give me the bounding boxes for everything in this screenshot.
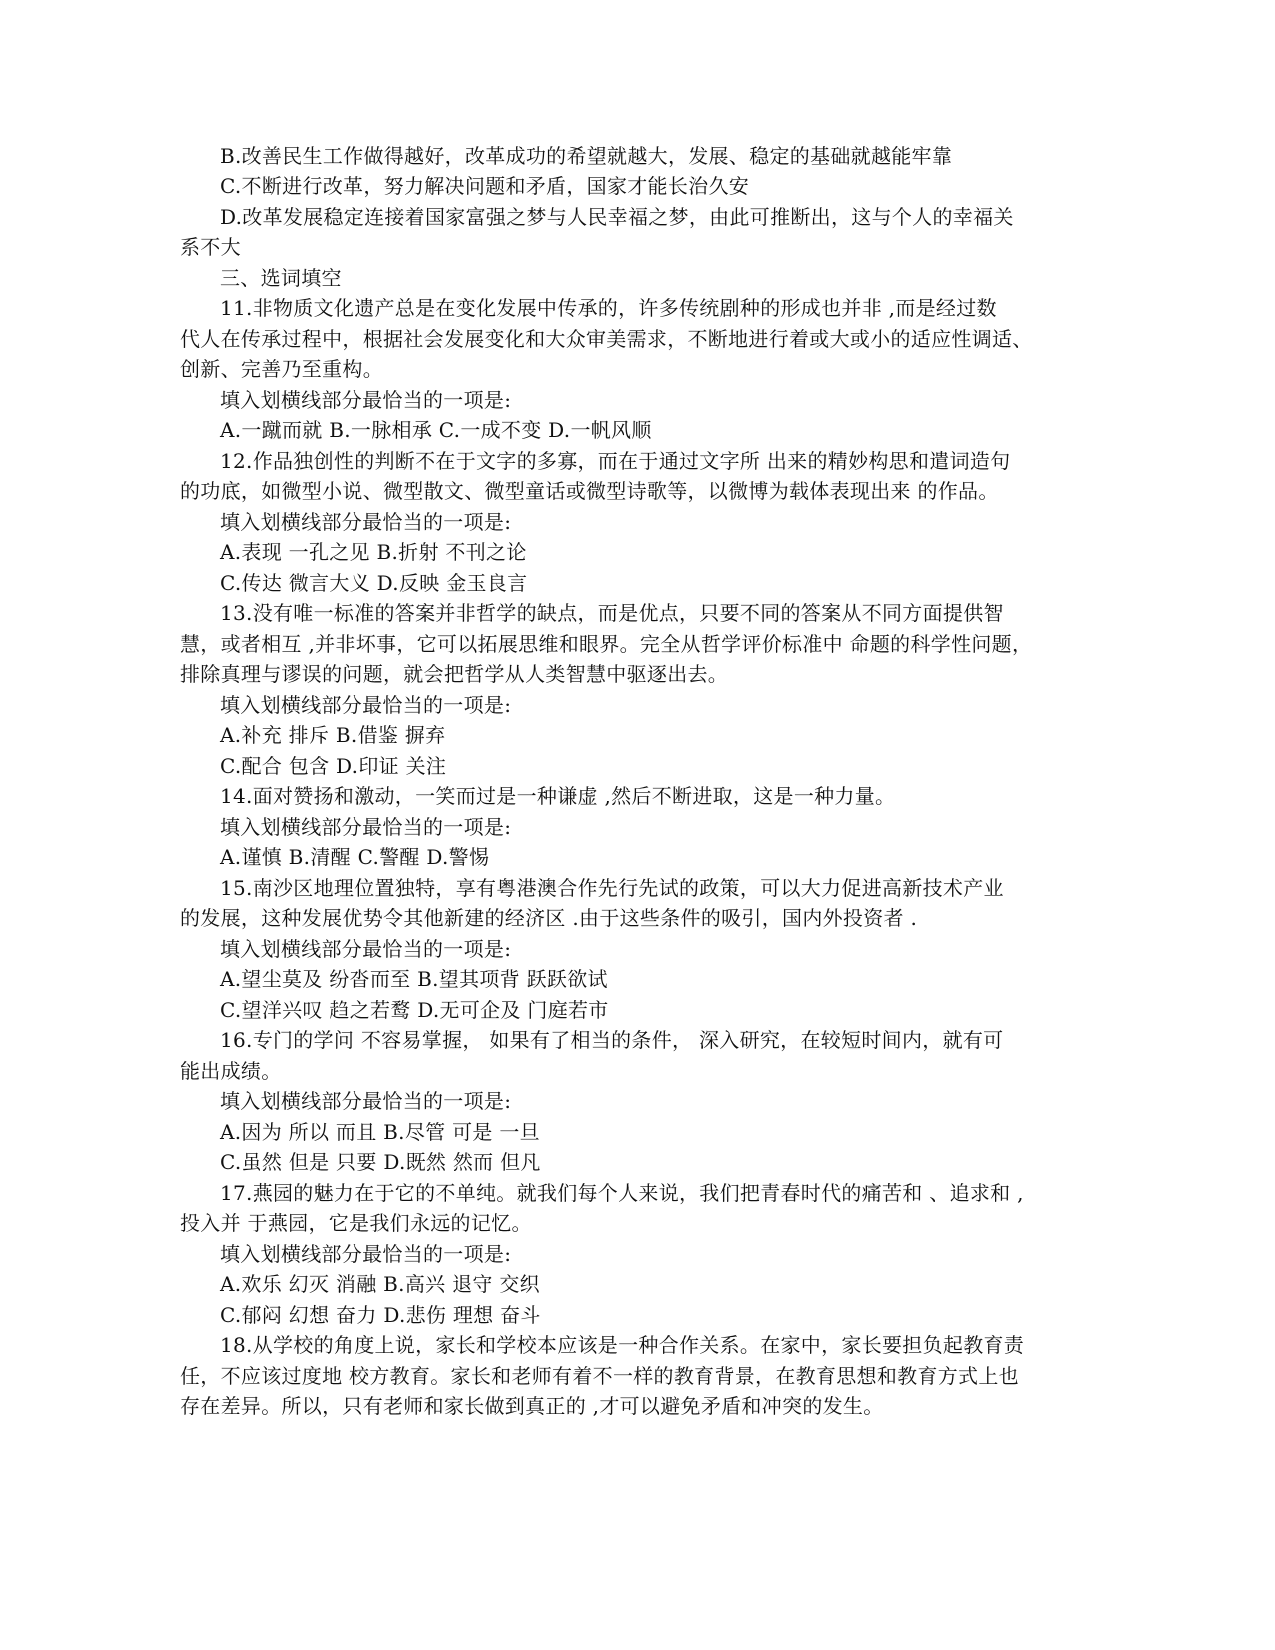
question-prompt: 填入划横线部分最恰当的一项是:: [220, 937, 512, 961]
question-prompt: 填入划横线部分最恰当的一项是:: [220, 1242, 512, 1266]
question-14: 14.面对赞扬和激动，一笑而过是一种谦虚 ,然后不断进取，这是一种力量。: [220, 784, 896, 808]
answer-options: C.传达 微言大义 D.反映 金玉良言: [220, 571, 528, 595]
question-prompt: 填入划横线部分最恰当的一项是:: [220, 815, 512, 839]
answer-options: A.因为 所以 而且 B.尽管 可是 一旦: [220, 1120, 540, 1144]
question-prompt: 填入划横线部分最恰当的一项是:: [220, 1089, 512, 1113]
question-16-continuation: 能出成绩。: [180, 1059, 282, 1083]
question-13: 13.没有唯一标准的答案并非哲学的缺点，而是优点，只要不同的答案从不同方面提供智: [220, 601, 1004, 625]
question-11: 11.非物质文化遗产总是在变化发展中传承的，许多传统剧种的形成也并非 ,而是经过数: [220, 296, 997, 320]
question-16: 16.专门的学问 不容易掌握， 如果有了相当的条件， 深入研究，在较短时间内，就有可: [220, 1028, 1004, 1052]
question-prompt: 填入划横线部分最恰当的一项是:: [220, 510, 512, 534]
question-12: 12.作品独创性的判断不在于文字的多寡，而在于通过文字所 出来的精妙构思和遣词造句: [220, 449, 1011, 473]
question-12-continuation: 的功底，如微型小说、微型散文、微型童话或微型诗歌等，以微博为载体表现出来 的作品。: [180, 479, 999, 503]
answer-options: A.谨慎 B.清醒 C.警醒 D.警惕: [220, 845, 490, 869]
answer-options: A.望尘莫及 纷沓而至 B.望其项背 跃跃欲试: [220, 967, 608, 991]
answer-options: C.配合 包含 D.印证 关注: [220, 754, 447, 778]
section-heading: 三、选词填空: [220, 266, 342, 290]
answer-options: A.欢乐 幻灭 消融 B.高兴 退守 交织: [220, 1272, 540, 1296]
option-line: C.不断进行改革，努力解决问题和矛盾，国家才能长治久安: [220, 174, 750, 198]
option-line: D.改革发展稳定连接着国家富强之梦与人民幸福之梦，由此可推断出，这与个人的幸福关: [220, 205, 1014, 229]
answer-options: A.补充 排斥 B.借鉴 摒弃: [220, 723, 446, 747]
question-15: 15.南沙区地理位置独特，享有粤港澳合作先行先试的政策，可以大力促进高新技术产业: [220, 876, 1004, 900]
option-line: B.改善民生工作做得越好，改革成功的希望就越大，发展、稳定的基础就越能牢靠: [220, 144, 953, 168]
question-18: 18.从学校的角度上说，家长和学校本应该是一种合作关系。在家中，家长要担负起教育责: [220, 1333, 1025, 1357]
question-18-continuation: 任，不应该过度地 校方教育。家长和老师有着不一样的教育背景，在教育思想和教育方式上也: [180, 1364, 1019, 1388]
answer-options: A.一蹴而就 B.一脉相承 C.一成不变 D.一帆风顺: [220, 418, 652, 442]
answer-options: C.虽然 但是 只要 D.既然 然而 但凡: [220, 1150, 541, 1174]
answer-options: C.望洋兴叹 趋之若鹜 D.无可企及 门庭若市: [220, 998, 609, 1022]
question-17-continuation: 投入并 于燕园，它是我们永远的记忆。: [180, 1211, 532, 1235]
question-18-continuation: 存在差异。所以，只有老师和家长做到真正的 ,才可以避免矛盾和冲突的发生。: [180, 1394, 884, 1418]
answer-options: A.表现 一孔之见 B.折射 不刊之论: [220, 540, 527, 564]
question-17: 17.燕园的魅力在于它的不单纯。就我们每个人来说，我们把青春时代的痛苦和 、追求和 ,: [220, 1181, 1024, 1205]
question-11-continuation: 代人在传承过程中，根据社会发展变化和大众审美需求，不断地进行着或大或小的适应性调适、: [180, 327, 1033, 351]
option-line-continuation: 系不大: [180, 235, 241, 259]
question-13-continuation: 排除真理与谬误的问题，就会把哲学从人类智慧中驱逐出去。: [180, 662, 729, 686]
question-15-continuation: 的发展，这种发展优势令其他新建的经济区 .由于这些条件的吸引，国内外投资者 .: [180, 906, 918, 930]
question-11-continuation: 创新、完善乃至重构。: [180, 357, 383, 381]
question-prompt: 填入划横线部分最恰当的一项是:: [220, 388, 512, 412]
answer-options: C.郁闷 幻想 奋力 D.悲伤 理想 奋斗: [220, 1303, 541, 1327]
question-prompt: 填入划横线部分最恰当的一项是:: [220, 693, 512, 717]
question-13-continuation: 慧，或者相互 ,并非坏事，它可以拓展思维和眼界。完全从哲学评价标准中 命题的科学性问题，: [180, 632, 1033, 656]
